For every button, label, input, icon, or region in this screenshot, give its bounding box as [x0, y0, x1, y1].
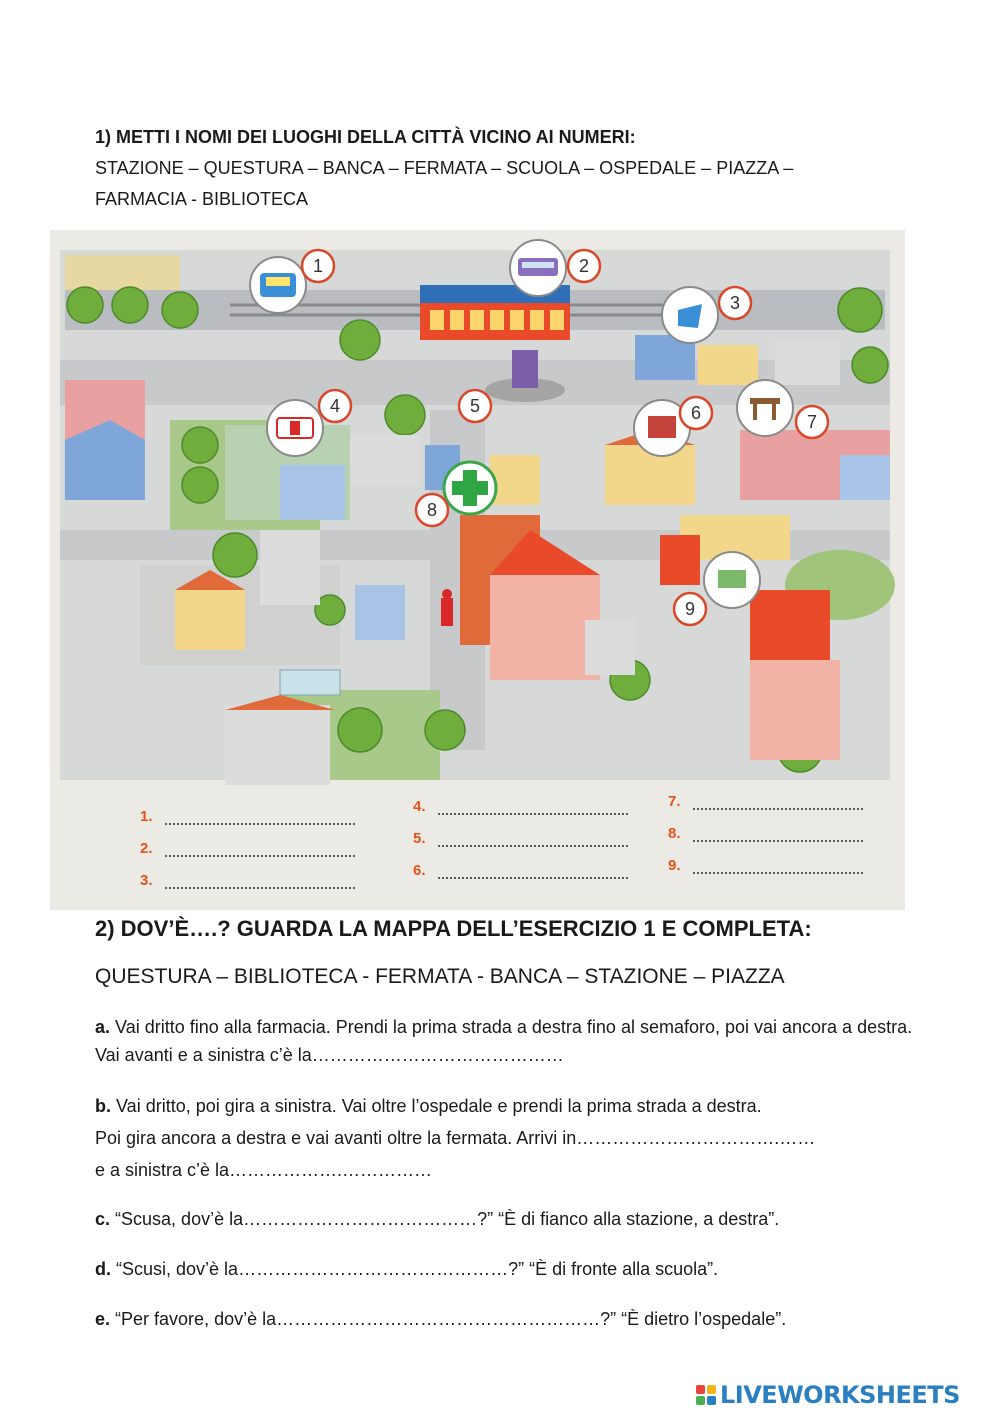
item-c-letter: c.	[95, 1209, 111, 1229]
item-d-text: “Scusi, dov’è la………………………………………?” “È di fronte alla scuola”.	[116, 1259, 719, 1279]
exercise-1	[95, 122, 915, 215]
marker-5: 5	[469, 396, 481, 416]
logo-text: LIVEWORKSHEETS	[720, 1381, 960, 1409]
item-b	[95, 1092, 925, 1184]
item-c-text: “Scusa, dov’è la…………………………………?” “È di fianco alla stazione, a destra”.	[115, 1209, 780, 1229]
marker-7: 7	[806, 412, 818, 432]
marker-4: 4	[329, 396, 341, 416]
liveworksheets-logo	[696, 1380, 960, 1410]
city-map	[50, 230, 905, 910]
logo-blocks-icon	[696, 1385, 716, 1405]
item-e-letter: e.	[95, 1309, 111, 1329]
blank-8[interactable]: 8.	[668, 825, 863, 842]
marker-1: 1	[312, 256, 324, 276]
exercise-1-title: 1) METTI I NOMI DEI LUOGHI DELLA CITTÀ VICINO AI NUMERI:	[95, 127, 636, 147]
blank-3[interactable]: 3.	[140, 872, 355, 889]
blank-4[interactable]: 4.	[413, 798, 628, 815]
item-e-text: “Per favore, dov’è la………………………………………………?” “È dietro l’ospedale”.	[115, 1309, 787, 1329]
item-a-text: Vai dritto fino alla farmacia. Prendi la prima strada a destra fino al semaforo, poi vai ancora a destra. Vai avanti e a sinistra c’è la……………………………………	[95, 1017, 913, 1065]
blank-9[interactable]: 9.	[668, 857, 863, 874]
item-b-letter: b.	[95, 1096, 111, 1116]
marker-9: 9	[684, 599, 696, 619]
item-a-letter: a.	[95, 1017, 111, 1037]
item-b-line2: Poi gira ancora a destra e vai avanti oltre la fermata. Arrivi in…………………………….……	[95, 1128, 816, 1148]
item-a	[95, 1013, 915, 1069]
blank-6[interactable]: 6.	[413, 862, 628, 879]
marker-3: 3	[729, 293, 741, 313]
marker-8: 8	[426, 500, 438, 520]
blank-1[interactable]: 1.	[140, 808, 355, 825]
item-b-line1: Vai dritto, poi gira a sinistra. Vai oltre l’ospedale e prendi la prima strada a destra.	[116, 1096, 762, 1116]
blank-5[interactable]: 5.	[413, 830, 628, 847]
blank-2[interactable]: 2.	[140, 840, 355, 857]
marker-6: 6	[690, 403, 702, 423]
item-e	[95, 1305, 915, 1333]
blank-7[interactable]: 7.	[668, 793, 863, 810]
item-c	[95, 1205, 915, 1233]
exercise-2-title: 2) DOV’È….? GUARDA LA MAPPA DELL’ESERCIZIO 1 E COMPLETA:	[95, 916, 812, 941]
item-d-letter: d.	[95, 1259, 111, 1279]
item-b-line3: e a sinistra c’è la……………….……………	[95, 1160, 433, 1180]
exercise-1-words-line1: STAZIONE – QUESTURA – BANCA – FERMATA – SCUOLA – OSPEDALE – PIAZZA –	[95, 158, 794, 178]
item-d	[95, 1255, 915, 1283]
exercise-2-words: QUESTURA – BIBLIOTECA - FERMATA - BANCA – STAZIONE – PIAZZA	[95, 965, 785, 988]
exercise-1-words-line2: FARMACIA - BIBLIOTECA	[95, 189, 309, 209]
marker-2: 2	[578, 256, 590, 276]
